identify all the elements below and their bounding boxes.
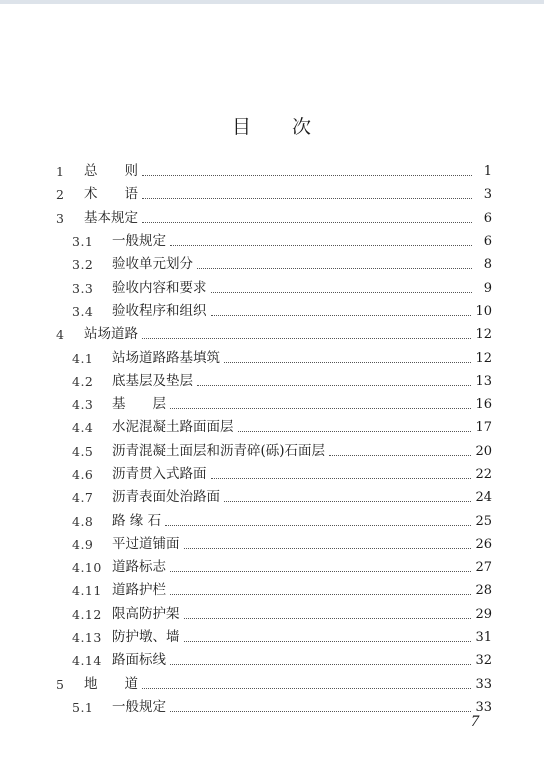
toc-entry-number: 4.11 — [72, 583, 102, 599]
toc-entry[interactable] — [56, 440, 492, 463]
dot-leader — [197, 258, 472, 269]
dot-leader — [170, 654, 471, 665]
toc-entry[interactable] — [56, 230, 492, 253]
toc-entry-page: 28 — [475, 583, 492, 599]
toc-entry-label: 地 道 — [84, 675, 138, 692]
toc-entry[interactable] — [56, 626, 492, 649]
toc-entry-number: 4.4 — [72, 420, 94, 436]
top-border — [0, 0, 544, 4]
toc-entry-number: 3.1 — [72, 234, 94, 250]
toc-entry-page: 1 — [483, 164, 492, 180]
toc-entry[interactable] — [56, 323, 492, 346]
dot-leader — [170, 584, 471, 595]
toc-entry-page: 27 — [475, 560, 492, 576]
toc-entry-number: 4.10 — [72, 560, 102, 576]
toc-entry-number: 2 — [56, 187, 65, 203]
toc-entry-number: 1 — [56, 164, 65, 180]
toc-entry[interactable] — [56, 207, 492, 230]
toc-entry-label: 总 则 — [84, 163, 138, 180]
page-title — [0, 112, 544, 139]
toc-entry[interactable] — [56, 463, 492, 486]
dot-leader — [142, 678, 471, 689]
toc-entry-label: 水泥混凝土路面面层 — [112, 419, 234, 436]
footer-page-number: 7 — [471, 713, 479, 730]
toc-entry-label: 沥青表面处治路面 — [112, 489, 220, 506]
toc-entry-page: 13 — [475, 373, 492, 389]
dot-leader — [170, 561, 471, 572]
toc-entry-label: 沥青混凝土面层和沥青碎(砾)石面层 — [112, 442, 326, 459]
toc-entry-label: 道路标志 — [112, 559, 166, 576]
toc-entry-label: 验收程序和组织 — [112, 302, 207, 319]
dot-leader — [224, 352, 471, 363]
toc-entry-number: 4.8 — [72, 513, 94, 529]
toc-entry-label: 验收单元划分 — [112, 256, 193, 273]
toc-entry-label: 沥青贯入式路面 — [112, 466, 207, 482]
toc-entry-label: 基 层 — [112, 396, 166, 413]
toc-entry[interactable] — [56, 416, 492, 439]
toc-entry[interactable] — [56, 533, 492, 556]
toc-entry[interactable] — [56, 486, 492, 509]
toc-entry-label: 一般规定 — [112, 233, 166, 250]
toc-entry-page: 24 — [475, 490, 492, 506]
title-char-right: 次 — [292, 116, 313, 138]
dot-leader — [142, 188, 472, 199]
dot-leader — [170, 398, 471, 409]
toc-entry[interactable] — [56, 556, 492, 579]
toc-entry-page: 29 — [475, 606, 492, 622]
toc-entry[interactable] — [56, 253, 492, 276]
toc-entry-page: 22 — [475, 467, 492, 482]
toc-entry-page: 31 — [475, 630, 492, 646]
toc-entry-page: 32 — [475, 653, 492, 669]
toc-entry[interactable] — [56, 160, 492, 183]
dot-leader — [211, 282, 473, 293]
dot-leader — [211, 305, 472, 316]
toc-entry[interactable] — [56, 370, 492, 393]
toc-entry-page: 25 — [475, 513, 492, 529]
toc-entry-number: 4.1 — [72, 350, 94, 366]
title-char-left: 目 — [231, 116, 252, 138]
toc-entry-label: 限高防护架 — [112, 605, 180, 622]
toc-entry-number: 4.3 — [72, 397, 94, 413]
toc-entry-label: 术 语 — [84, 186, 138, 203]
toc-entry-number: 3.3 — [72, 280, 94, 296]
toc-entry-page: 12 — [475, 327, 492, 343]
toc-entry-label: 验收内容和要求 — [112, 279, 207, 296]
toc-entry-label: 路 缘 石 — [112, 512, 162, 529]
toc-entry-number: 4.6 — [72, 467, 94, 482]
toc-entry-label: 平过道铺面 — [112, 535, 180, 552]
dot-leader — [224, 491, 471, 502]
table-of-contents — [56, 160, 492, 719]
dot-leader — [184, 631, 472, 642]
toc-entry-label: 路面标线 — [112, 652, 166, 669]
toc-entry-page: 20 — [475, 443, 492, 459]
toc-entry-label: 基本规定 — [84, 209, 138, 226]
dot-leader — [170, 701, 471, 712]
dot-leader — [170, 235, 472, 246]
toc-entry[interactable] — [56, 509, 492, 532]
toc-entry-number: 5 — [56, 676, 65, 692]
toc-entry[interactable] — [56, 649, 492, 672]
toc-entry[interactable] — [56, 300, 492, 323]
toc-entry-page: 6 — [483, 234, 492, 250]
toc-entry-label: 道路护栏 — [112, 582, 166, 599]
toc-entry[interactable] — [56, 603, 492, 626]
toc-entry-page: 12 — [475, 350, 492, 366]
toc-entry[interactable] — [56, 276, 492, 299]
toc-entry-number: 4.2 — [72, 373, 94, 389]
toc-entry-number: 4.13 — [72, 630, 102, 646]
dot-leader — [211, 468, 472, 479]
toc-entry-label: 防护墩、墙 — [112, 629, 180, 646]
toc-entry-page: 33 — [475, 699, 492, 715]
toc-entry-number: 4.7 — [72, 490, 94, 506]
toc-entry-number: 4.5 — [72, 443, 94, 459]
dot-leader — [142, 328, 471, 339]
dot-leader — [184, 538, 472, 549]
toc-entry-page: 6 — [483, 210, 492, 226]
toc-entry-page: 8 — [483, 257, 492, 273]
toc-entry-label: 站场道路 — [84, 326, 138, 343]
toc-entry-page: 16 — [475, 397, 492, 413]
toc-entry-page: 26 — [475, 536, 492, 552]
toc-entry-page: 3 — [483, 187, 492, 203]
toc-entry-page: 9 — [483, 280, 492, 296]
toc-entry[interactable] — [56, 673, 492, 696]
toc-entry-label: 底基层及垫层 — [112, 372, 193, 389]
toc-entry-label: 一般规定 — [112, 698, 166, 715]
toc-entry[interactable] — [56, 579, 492, 602]
toc-entry-page: 10 — [475, 303, 492, 319]
toc-entry-page: 17 — [475, 420, 492, 436]
toc-entry-number: 3 — [56, 210, 65, 226]
dot-leader — [165, 515, 471, 526]
dot-leader — [142, 165, 472, 176]
toc-entry[interactable] — [56, 183, 492, 206]
dot-leader — [184, 608, 472, 619]
dot-leader — [329, 445, 471, 456]
toc-entry-number: 4.9 — [72, 536, 94, 552]
toc-entry[interactable] — [56, 346, 492, 369]
dot-leader — [142, 212, 472, 223]
toc-entry-number: 3.2 — [72, 257, 94, 273]
dot-leader — [197, 375, 471, 386]
toc-entry-number: 4.14 — [72, 653, 102, 669]
dot-leader — [238, 421, 472, 432]
toc-entry-number: 3.4 — [72, 303, 94, 319]
toc-entry[interactable] — [56, 393, 492, 416]
toc-entry-number: 4.12 — [72, 606, 102, 622]
toc-entry-number: 5.1 — [72, 699, 94, 715]
toc-entry-number: 4 — [56, 327, 65, 343]
toc-entry[interactable] — [56, 696, 492, 719]
toc-entry-page: 33 — [475, 676, 492, 692]
toc-entry-label: 站场道路路基填筑 — [112, 349, 220, 366]
